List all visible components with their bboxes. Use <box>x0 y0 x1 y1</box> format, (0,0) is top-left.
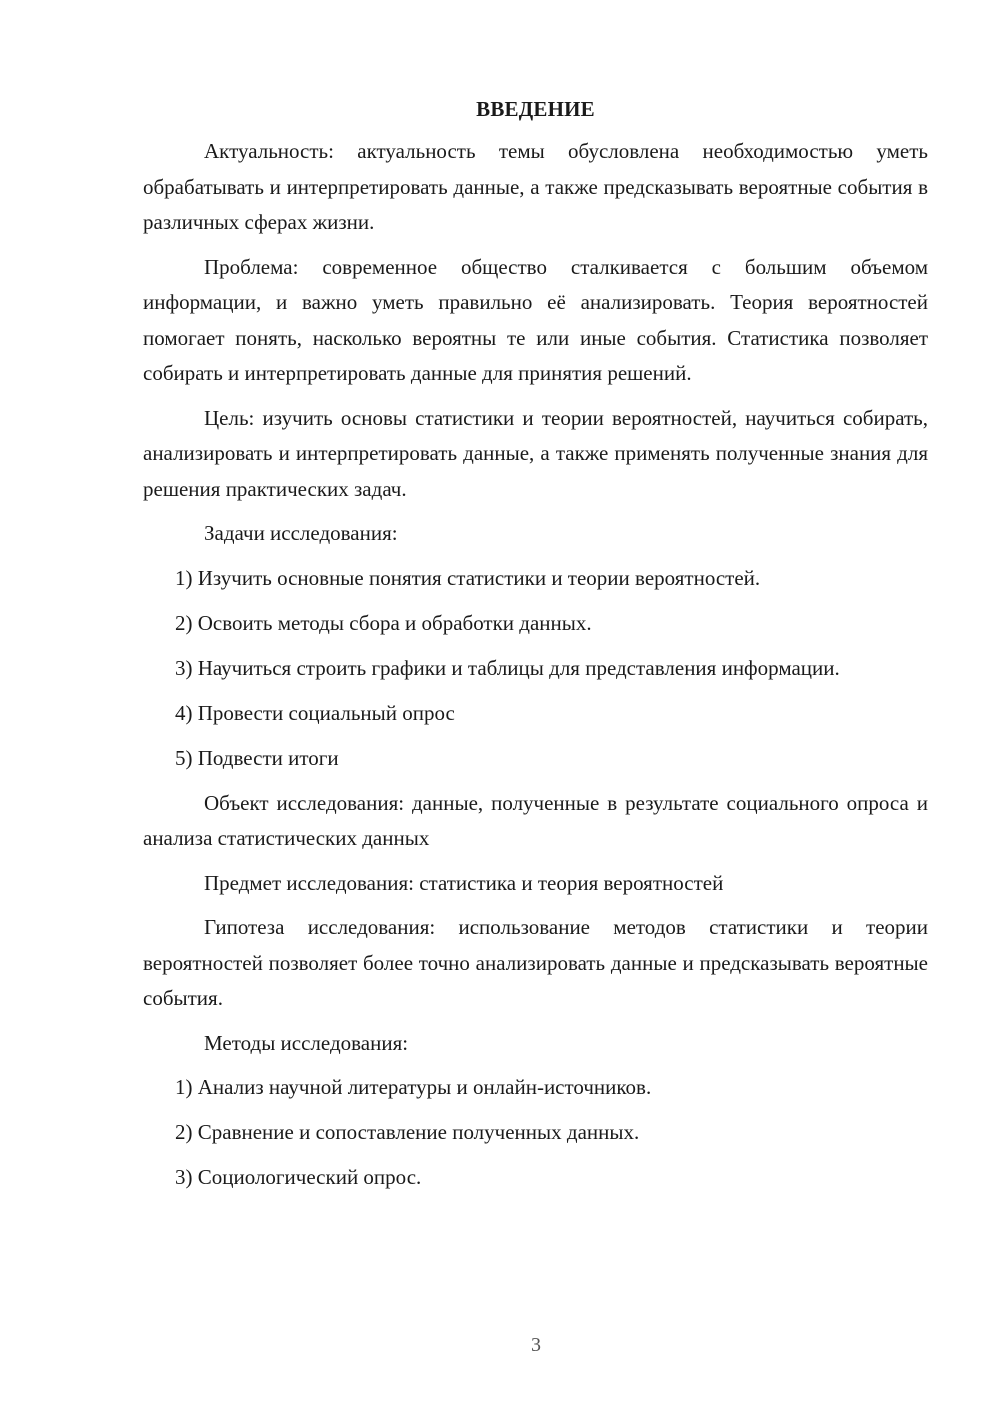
task-item-2: 2) Освоить методы сбора и обработки данных. <box>175 610 592 635</box>
page-title: ВВЕДЕНИЕ <box>476 97 595 121</box>
tasks-title: Задачи исследования: <box>204 521 398 545</box>
document-page <box>143 92 928 1205</box>
page-number: 3 <box>531 1334 541 1356</box>
method-item-1: 1) Анализ научной литературы и онлайн-источников. <box>175 1075 652 1099</box>
relevance-paragraph: Актуальность: актуальность темы обусловлена необходимостью уметь обрабатывать и интерпретировать данные, а также предсказывать вероятные события в различных сферах жизни. <box>143 139 928 234</box>
task-item-1: 1) Изучить основные понятия статистики и теории вероятностей. <box>175 565 761 590</box>
task-item-5: 5) Подвести итоги <box>175 745 339 770</box>
method-item-3: 3) Социологический опрос. <box>175 1165 422 1189</box>
hypothesis-paragraph: Гипотеза исследования: использование методов статистики и теории вероятностей позволяет более точно анализировать данные и предсказывать вероятные события. <box>143 915 928 1010</box>
goal-paragraph: Цель: изучить основы статистики и теории вероятностей, научиться собирать, анализировать и интерпретировать данные, а также применять полученные знания для решения практических задач. <box>143 405 928 501</box>
task-item-3: 3) Научиться строить графики и таблицы для представления информации. <box>175 655 840 680</box>
task-item-4: 4) Провести социальный опрос <box>175 700 455 725</box>
method-item-2: 2) Сравнение и сопоставление полученных данных. <box>175 1120 640 1144</box>
methods-title: Методы исследования: <box>204 1030 409 1055</box>
problem-paragraph: Проблема: современное общество сталкивается с большим объемом информации, и важно уметь правильно её анализировать. Теория вероятностей помогает понять, насколько вероятны те или иные события. Статистика позволяет собирать и интерпретировать данные для принятия решений. <box>143 254 928 385</box>
subject-paragraph: Предмет исследования: статистика и теория вероятностей <box>204 870 724 895</box>
object-paragraph: Объект исследования: данные, полученные в результате социального опроса и анализа статистических данных <box>143 790 928 850</box>
